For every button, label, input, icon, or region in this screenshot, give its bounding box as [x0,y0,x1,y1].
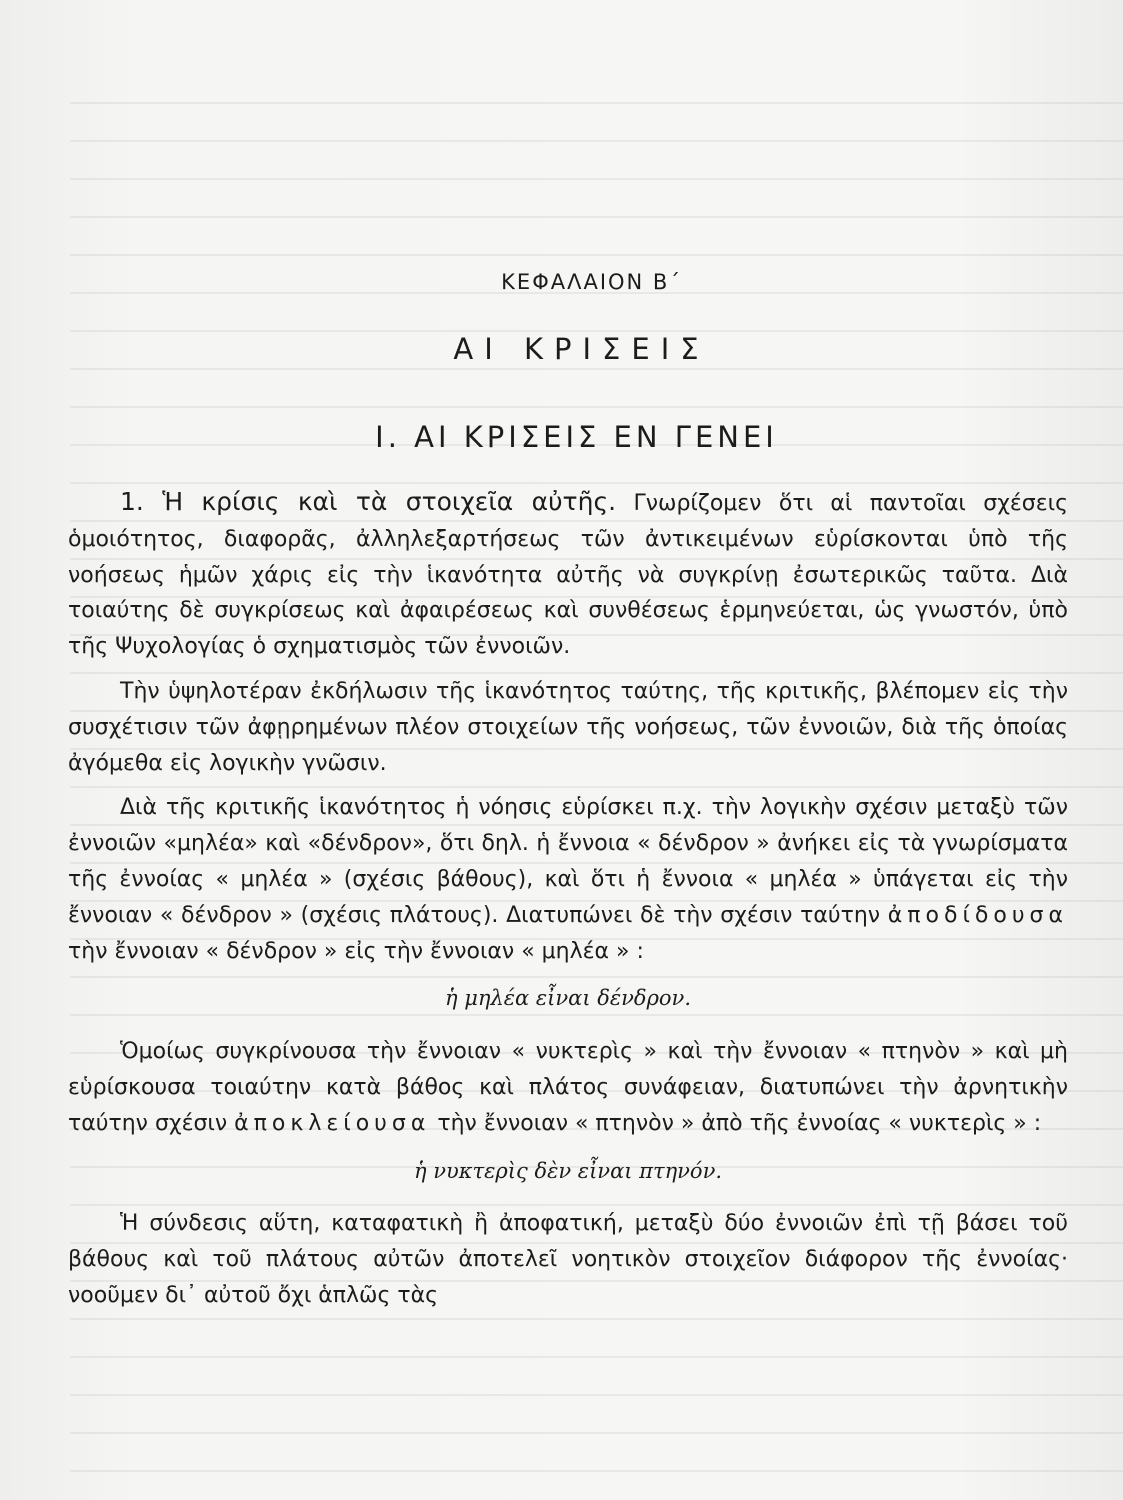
paragraph-1-text: Γνωρίζομεν ὅτι αἱ παντοῖαι σχέσεις ὁμοιότητος, διαφορᾶς, ἀλληλεξαρτήσεως τῶν ἀντικειμένων εὑρίσκονται ὑπὸ τῆς νοήσεως ἡμῶν χάρις εἰς τὴν ἱκανότητα αὐτῆς νὰ συγκρίνῃ ἐσωτερικῶς ταῦτα. Διὰ τοιαύτης δὲ συγκρίσεως καὶ ἀφαιρέσεως καὶ συνθέσεως ἑρμηνεύεται, ὡς γνωστόν, ὑπὸ τῆς Ψυχολογίας ὁ σχηματισμὸς τῶν ἐννοιῶν. [68,491,1069,660]
paragraph-1 [68,484,1068,665]
paragraph-2: Τὴν ὑψηλοτέραν ἐκδήλωσιν τῆς ἱκανότητος ταύτης, τῆς κριτικῆς, βλέπομεν εἰς τὴν συσχέτισιν τῶν ἀφῃρημένων πλέον στοιχείων τῆς νοήσεως, τῶν ἐννοιῶν, διὰ τῆς ὁποίας ἀγόμεθα εἰς λογικὴν γνῶσιν. [68,678,1068,776]
body-text [68,484,1068,1323]
paragraph-3-spaced-word: ἀποδίδουσα [887,902,1068,928]
paragraph-3-text: Διὰ τῆς κριτικῆς ἱκανότητος ἡ νόησις εὑρίσκει π.χ. τὴν λογικὴν σχέσιν μεταξὺ τῶν ἐννοιῶν «μηλέα» καὶ «δένδρον», ὅτι δηλ. ἡ ἔννοια « δένδρον » ἀνήκει εἰς τὰ γνωρίσματα τῆς ἐννοίας « μηλέα » (σχέσις βάθους), καὶ ὅτι ἡ ἔννοια « μηλέα » ὑπάγεται εἰς τὴν ἔννοιαν « δένδρον » (σχέσις πλάτους). Διατυπώνει δὲ τὴν σχέσιν ταύτην [68,795,1068,928]
section-title: Ι. ΑΙ ΚΡΙΣΕΙΣ ΕΝ ΓΕΝΕΙ [375,420,778,454]
chapter-label: ΚΕΦΑΛΑΙΟΝ Β΄ [501,270,682,294]
paragraph-4-tail: τὴν ἔννοιαν « πτηνὸν » ἀπὸ τῆς ἐννοίας « νυκτερὶς » : [437,1110,1042,1136]
paragraph-3 [68,790,1068,969]
paragraph-4-text: Ὁμοίως συγκρίνουσα τὴν ἔννοιαν « νυκτερὶς » καὶ τὴν ἔννοιαν « πτηνὸν » καὶ μὴ εὑρίσκουσα τοιαύτην κατὰ βάθος καὶ πλάτος συνάφειαν, διατυπώνει τὴν ἀρνητικὴν ταύτην σχέσιν [68,1039,1068,1136]
paragraph-5: Ἡ σύνδεσις αὕτη, καταφατικὴ ἢ ἀποφατική, μεταξὺ δύο ἐννοιῶν ἐπὶ τῇ βάσει τοῦ βάθους καὶ τοῦ πλάτους αὐτῶν ἀποτελεῖ νοητικὸν στοιχεῖον διάφορον τῆς ἐννοίας· νοοῦμεν δι᾿ αὐτοῦ ὄχι ἁπλῶς τὰς [68,1211,1068,1308]
chapter-title: ΑΙ ΚΡΙΣΕΙΣ [453,332,710,366]
example-sentence-1: ἡ μηλέα εἶναι δένδρον. [444,986,692,1011]
example-sentence-2: ἡ νυκτερὶς δὲν εἶναι πτηνόν. [413,1158,723,1183]
paragraph-4 [68,1034,1068,1141]
paragraph-3-tail: τὴν ἔννοιαν « δένδρον » εἰς τὴν ἔννοιαν « μηλέα » : [68,938,644,964]
subsection-heading: 1. Ἡ κρίσις καὶ τὰ στοιχεῖα αὐτῆς. [120,487,617,516]
paragraph-4-spaced-word: ἀποκλείουσα [234,1110,431,1136]
